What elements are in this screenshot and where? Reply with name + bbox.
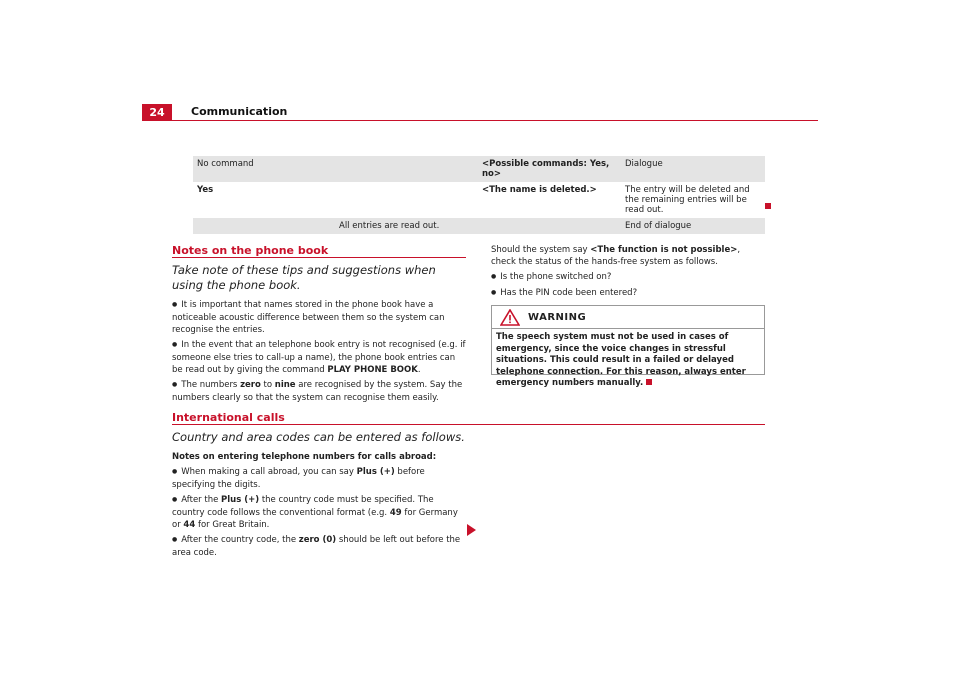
list-item-text: After the <box>181 495 222 505</box>
international-subtitle: Country and area codes can be entered as follows. <box>172 430 465 444</box>
table-cell <box>335 182 478 218</box>
list-item-text: are recognised by the system. Say the numbers clearly so that the system can recognise them easily. <box>172 380 463 403</box>
international-heading-rule <box>172 424 765 425</box>
notes-heading: Notes on entering telephone numbers for calls abroad: <box>172 452 437 462</box>
voice-command: nine <box>274 380 296 390</box>
table-cell <box>335 156 478 182</box>
table-row <box>193 182 765 218</box>
end-of-section-icon <box>765 203 771 209</box>
table-cell: <The name is deleted.> <box>482 185 597 195</box>
list-item-text: . <box>417 365 421 375</box>
warning-title: WARNING <box>528 311 587 323</box>
paragraph-text: Should the system say <box>491 245 591 255</box>
list-item <box>172 299 468 336</box>
country-code: 49 <box>389 508 402 518</box>
country-code: 44 <box>183 520 196 530</box>
list-item-text: In the event that an telephone book entry is not recognised (e.g. if someone else tries to call-up a name), the phone book entries can be read out by giving the command <box>172 340 466 375</box>
list-item <box>172 494 468 531</box>
table-row <box>193 156 765 182</box>
table-cell: Dialogue <box>621 156 765 182</box>
table-cell: End of dialogue <box>621 218 765 234</box>
list-item-text: for Germany or <box>172 508 458 530</box>
header-rule <box>142 120 818 121</box>
list-item-text: for Great Britain. <box>195 520 270 530</box>
warning-triangle-icon <box>500 309 520 326</box>
page-number-text: 24 <box>149 105 165 119</box>
page-number <box>142 104 172 120</box>
warning-text <box>492 329 764 393</box>
table-row <box>193 218 765 234</box>
list-item-text: before specifying the digits. <box>172 467 425 490</box>
table-cell: The entry will be deleted and the remaining entries will be read out. <box>625 185 750 215</box>
voice-command: zero <box>240 380 261 390</box>
table-cell <box>193 218 335 234</box>
list-item-text: Has the PIN code been entered? <box>500 288 638 298</box>
international-heading: International calls <box>172 411 285 424</box>
list-item-text: Is the phone switched on? <box>500 272 612 282</box>
paragraph-text: , check the status of the hands-free system as follows. <box>491 245 741 267</box>
phonebook-subtitle: Take note of these tips and suggestions when using the phone book. <box>172 263 436 292</box>
list-item-text: It is important that names stored in the phone book have a noticeable acoustic difference between them so the system can recognise the entries. <box>172 300 445 335</box>
voice-command: Plus (+) <box>356 467 395 477</box>
international-body <box>172 451 468 562</box>
paragraph <box>491 244 765 268</box>
table-cell: Yes <box>197 185 214 195</box>
list-item-text: to <box>260 380 275 390</box>
list-item <box>172 466 468 491</box>
section-title: Communication <box>191 105 288 118</box>
phonebook-heading: Notes on the phone book <box>172 244 329 257</box>
list-item <box>172 534 468 559</box>
list-item <box>172 339 468 376</box>
list-item-text: the country code must be specified. The country code follows the conventional format (e.g. <box>172 495 434 518</box>
table-cell <box>478 218 621 234</box>
next-page-arrow-icon <box>467 524 476 536</box>
warning-text-content: The speech system must not be used in cases of emergency, since the voice changes in stressful situations. This could result in a failed or delayed telephone connection. For this reason, always enter emergency numbers manually. <box>496 332 746 388</box>
system-message: <The function is not possible> <box>590 245 738 255</box>
list-item-text: When making a call abroad, you can say <box>181 467 357 477</box>
table-cell: No command <box>193 156 335 182</box>
voice-command: PLAY PHONE BOOK <box>327 365 418 375</box>
table-cell: All entries are read out. <box>335 218 478 234</box>
voice-dialog-table <box>193 156 765 234</box>
list-item-text: should be left out before the area code. <box>172 535 461 558</box>
list-item-text: The numbers <box>181 380 241 390</box>
table-cell: <Possible commands: Yes, no> <box>478 156 621 182</box>
list-item <box>491 271 765 284</box>
status-check-text <box>491 244 765 303</box>
phonebook-heading-rule <box>172 257 466 258</box>
list-item <box>172 379 468 404</box>
voice-command: zero (0) <box>298 535 337 545</box>
voice-command: Plus (+) <box>221 495 260 505</box>
phonebook-body <box>172 299 468 407</box>
end-of-section-icon <box>646 379 652 385</box>
list-item-text: After the country code, the <box>181 535 299 545</box>
list-item <box>491 287 765 300</box>
warning-header <box>492 306 764 329</box>
warning-box <box>491 305 765 388</box>
